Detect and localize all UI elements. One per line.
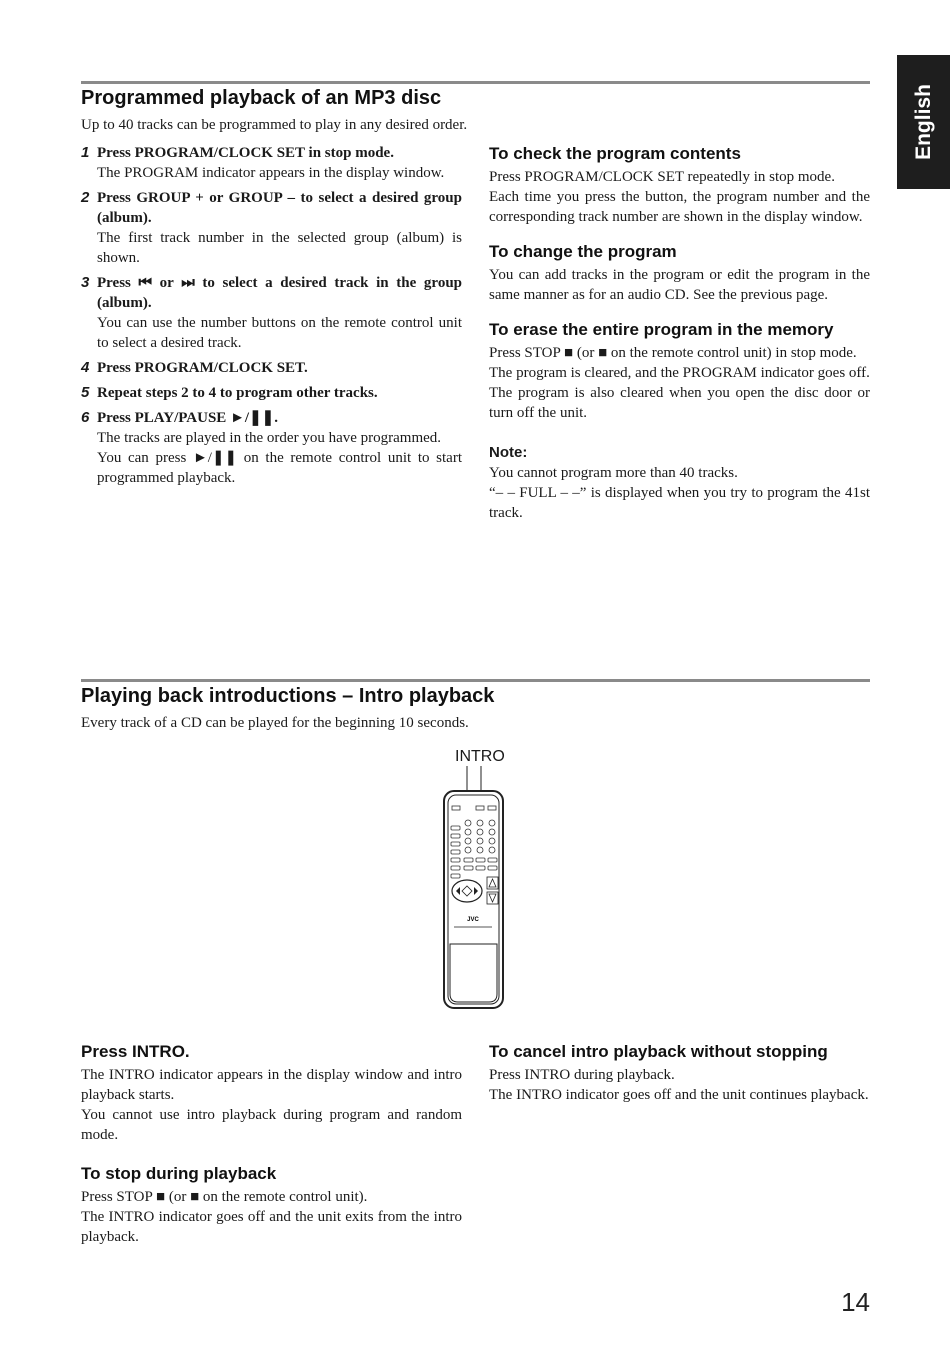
step-number: 2 bbox=[81, 189, 90, 206]
step-description-extra: You can press ►/❚❚ on the remote control unit to start programmed playback. bbox=[97, 450, 462, 486]
language-tab-label: English bbox=[911, 84, 935, 160]
step-item bbox=[81, 408, 462, 488]
check-program-text-2: Each time you press the button, the program number and the corresponding track number are shown in the display window. bbox=[489, 189, 870, 225]
remote-control-illustration bbox=[438, 766, 508, 1011]
check-program-heading: To check the program contents bbox=[489, 144, 741, 163]
step-item bbox=[81, 188, 462, 268]
step-description: The PROGRAM indicator appears in the display window. bbox=[97, 165, 445, 181]
stop-playback-heading: To stop during playback bbox=[81, 1164, 277, 1183]
remote-brand-logo: JVC bbox=[467, 917, 479, 923]
press-intro-heading: Press INTRO. bbox=[81, 1042, 190, 1061]
note-text-2: “– – FULL – –” is displayed when you try to program the 41st track. bbox=[489, 485, 870, 521]
check-program-text-1: Press PROGRAM/CLOCK SET repeatedly in stop mode. bbox=[489, 169, 835, 185]
step-number: 6 bbox=[81, 409, 90, 426]
language-tab bbox=[897, 55, 950, 189]
section-intro-intro: Every track of a CD can be played for the beginning 10 seconds. bbox=[81, 715, 469, 731]
press-intro-text-2: You cannot use intro playback during program and random mode. bbox=[81, 1107, 462, 1143]
intro-callout-label: INTRO bbox=[455, 748, 505, 765]
step-number: 4 bbox=[81, 359, 90, 376]
step-number: 1 bbox=[81, 144, 90, 161]
change-program-text: You can add tracks in the program or edit the program in the same manner as for an audio CD. See the previous page. bbox=[489, 267, 870, 303]
cancel-intro-heading: To cancel intro playback without stopping bbox=[489, 1042, 828, 1061]
erase-program-text-2: The program is cleared, and the PROGRAM indicator goes off. bbox=[489, 365, 870, 381]
step-title: Press PROGRAM/CLOCK SET. bbox=[97, 360, 308, 376]
section-divider bbox=[81, 81, 870, 84]
section-title-intro: Playing back introductions – Intro playback bbox=[81, 685, 495, 707]
step-item bbox=[81, 273, 462, 353]
step-title: Press PLAY/PAUSE ►/❚❚. bbox=[97, 410, 278, 426]
erase-program-heading: To erase the entire program in the memory bbox=[489, 320, 834, 339]
cancel-intro-text-1: Press INTRO during playback. bbox=[489, 1067, 675, 1083]
erase-program-text-1: Press STOP ■ (or ■ on the remote control unit) in stop mode. bbox=[489, 345, 857, 361]
page-number: 14 bbox=[841, 1287, 870, 1317]
program-info-column bbox=[489, 143, 870, 523]
note-text-1: You cannot program more than 40 tracks. bbox=[489, 465, 738, 481]
step-item bbox=[81, 383, 462, 403]
steps-column bbox=[81, 143, 462, 493]
step-description: The tracks are played in the order you have programmed. bbox=[97, 430, 442, 446]
change-program-heading: To change the program bbox=[489, 242, 677, 261]
erase-program-text-3: The program is also cleared when you open the disc door or turn off the unit. bbox=[489, 385, 870, 421]
stop-playback-text-1: Press STOP ■ (or ■ on the remote control unit). bbox=[81, 1189, 368, 1205]
step-item bbox=[81, 358, 462, 378]
step-number: 5 bbox=[81, 384, 90, 401]
stop-playback-text-2: The INTRO indicator goes off and the unit exits from the intro playback. bbox=[81, 1209, 462, 1245]
step-description: The first track number in the selected group (album) is shown. bbox=[97, 230, 462, 266]
note-heading: Note: bbox=[489, 444, 528, 461]
step-title: Press GROUP + or GROUP – to select a desired group (album). bbox=[97, 190, 462, 226]
step-item bbox=[81, 143, 462, 183]
section-divider bbox=[81, 679, 870, 682]
cancel-intro-text-2: The INTRO indicator goes off and the unit continues playback. bbox=[489, 1087, 869, 1103]
intro-right-column bbox=[489, 1041, 870, 1105]
section-title-program: Programmed playback of an MP3 disc bbox=[81, 87, 442, 109]
intro-left-column bbox=[81, 1041, 462, 1247]
section-intro-program: Up to 40 tracks can be programmed to play in any desired order. bbox=[81, 117, 468, 133]
step-title: Press PROGRAM/CLOCK SET in stop mode. bbox=[97, 145, 394, 161]
step-title: Repeat steps 2 to 4 to program other tracks. bbox=[97, 385, 378, 401]
step-title: Press ⏮ or ⏭ to select a desired track in the group (album). bbox=[97, 275, 462, 311]
press-intro-text-1: The INTRO indicator appears in the display window and intro playback starts. bbox=[81, 1067, 462, 1103]
step-number: 3 bbox=[81, 274, 90, 291]
step-description: You can use the number buttons on the remote control unit to select a desired track. bbox=[97, 315, 462, 351]
